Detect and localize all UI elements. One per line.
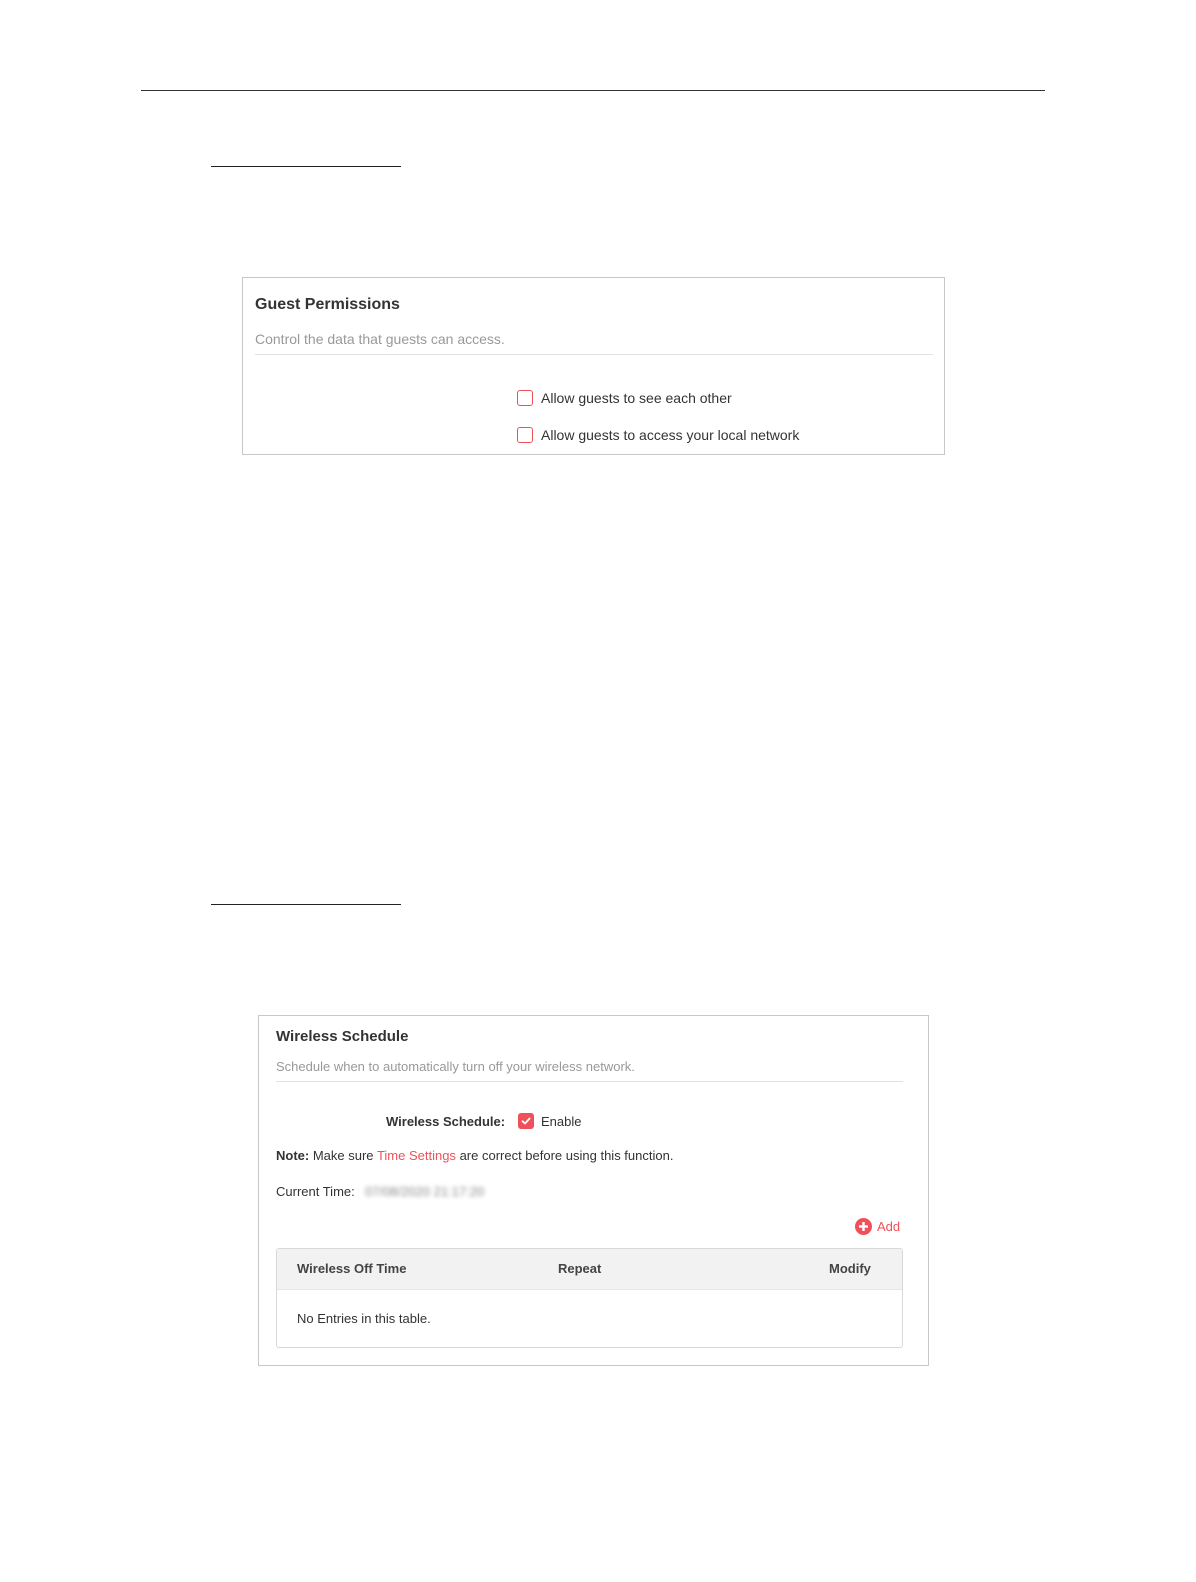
schedule-table [276,1248,903,1348]
note-before-link: Make sure [312,1148,374,1163]
enable-label: Enable [541,1114,582,1129]
wireless-schedule-panel [258,1015,929,1366]
panel-divider [255,354,933,355]
add-label: Add [877,1219,901,1234]
panel-divider [276,1081,903,1082]
plus-circle-icon [855,1218,872,1235]
current-time-label: Current Time: [276,1184,355,1199]
panel-description: Control the data that guests can access. [255,331,505,347]
section-heading-rule [211,166,401,167]
note-text [276,1148,673,1163]
note-after-link: are correct before using this function. [459,1148,674,1163]
check-icon [521,1116,531,1126]
table-header [277,1249,902,1290]
panel-title: Wireless Schedule [276,1028,409,1045]
section-heading-rule [211,904,401,905]
see-each-other-checkbox[interactable] [517,390,533,406]
page-header-rule [141,90,1045,91]
note-prefix: Note: [276,1148,310,1163]
see-each-other-label: Allow guests to see each other [541,390,732,406]
wireless-schedule-field-label: Wireless Schedule: [386,1114,506,1129]
enable-checkbox[interactable] [518,1113,534,1129]
panel-description: Schedule when to automatically turn off your wireless network. [276,1059,635,1074]
time-settings-link[interactable]: Time Settings [376,1148,456,1163]
access-local-network-label: Allow guests to access your local network [541,427,800,443]
current-time-value: 07/08/2020 21:17:20 [365,1184,485,1199]
access-local-network-checkbox[interactable] [517,427,533,443]
column-header-off-time: Wireless Off Time [297,1261,407,1276]
column-header-modify: Modify [829,1261,871,1276]
guest-permissions-panel [242,277,945,455]
table-empty-message: No Entries in this table. [297,1311,431,1326]
panel-title: Guest Permissions [255,296,400,313]
add-button[interactable] [855,1218,900,1235]
column-header-repeat: Repeat [558,1261,602,1276]
